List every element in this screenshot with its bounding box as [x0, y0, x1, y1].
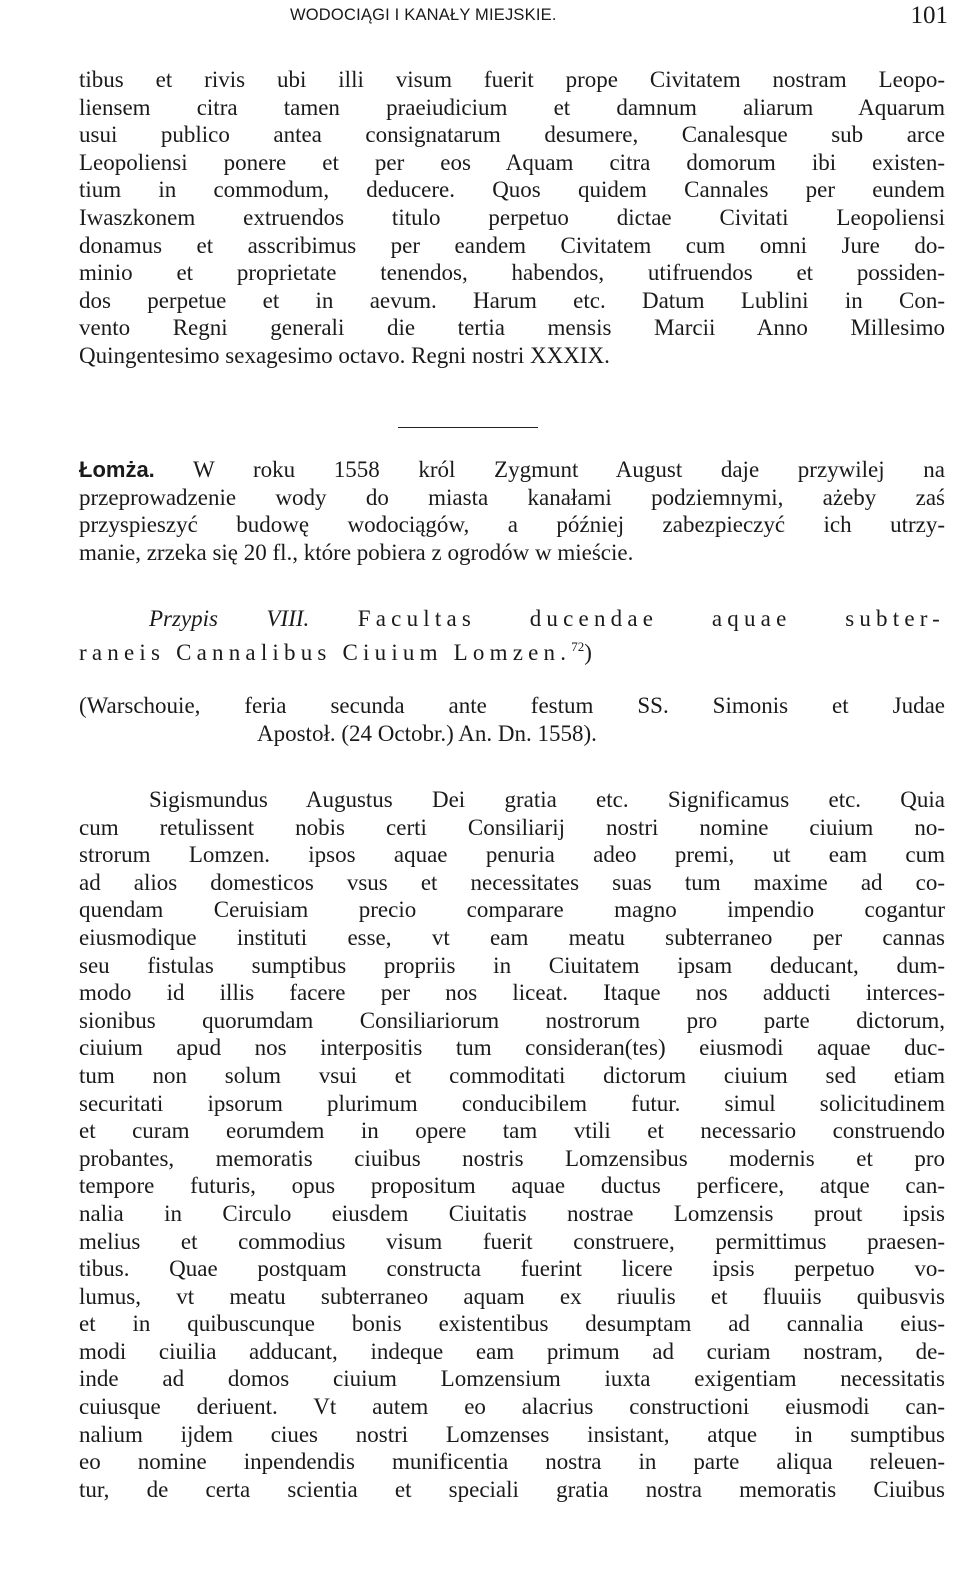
document-dating — [79, 692, 945, 747]
text-line: Leopoliensi ponere et per eos Aquam citra domorum ibi existen- — [79, 149, 945, 175]
text-line: nalia in Circulo eiusdem Ciuitatis nostrae Lomzensis prout ipsis — [79, 1200, 945, 1226]
text-line: ad alios domesticos vsus et necessitates suas tum maxime ad co- — [79, 869, 945, 895]
text-line: tibus. Quae postquam constructa fuerint licere ipsis perpetuo vo- — [79, 1256, 945, 1282]
text-line: modo id illis facere per nos liceat. Itaque nos adducti interces- — [79, 980, 945, 1006]
text-line: Quingentesimo sexagesimo octavo. Regni nostri XXXIX. — [79, 342, 610, 368]
text-line: melius et commodius visum fuerit construere, permittimus praesen- — [79, 1228, 945, 1254]
text-line: vento Regni generali die tertia mensis Marcii Anno Millesimo — [79, 315, 945, 341]
text-line: przeprowadzenie wody do miasta kanałami podziemnymi, ażeby zaś — [79, 484, 945, 510]
running-head — [0, 4, 948, 32]
text-line: securitati ipsorum plurimum conducibilem futur. simul solicitudinem — [79, 1090, 945, 1116]
text-line: Apostoł. (24 Octobr.) An. Dn. 1558). — [257, 720, 597, 746]
text-line: tur, de certa scientia et speciali gratia nostra memoratis Ciuibus — [79, 1476, 945, 1502]
text-line: eo nomine inpendendis munificentia nostra in parte aliqua releuen- — [79, 1449, 945, 1475]
text-line: tium in commodum, deducere. Quos quidem Cannales per eundem — [79, 177, 945, 203]
section-divider — [398, 427, 538, 428]
text-line: modi ciuilia adducant, indeque eam primum ad curiam nostram, de- — [79, 1338, 945, 1364]
footnote-close: ) — [584, 639, 592, 665]
running-title: WODOCIĄGI I KANAŁY MIEJSKIE. — [290, 6, 557, 24]
text-line: inde ad domos ciuium Lomzensium iuxta exigentiam necessitatis — [79, 1366, 945, 1392]
text-run: W roku 1558 król Zygmunt August daje przywilej na — [154, 457, 945, 482]
text-line: et in quibuscunque bonis existentibus desumptam ad cannalia eius- — [79, 1311, 945, 1337]
document-title: Facultas ducendae aquae subter- — [357, 606, 945, 631]
paragraph-lomza-summary — [79, 456, 945, 566]
document-title: raneis Cannalibus Ciuium Lomzen. — [79, 639, 572, 665]
footnote-reference: 72 — [571, 638, 585, 654]
text-line — [79, 456, 945, 484]
place-name: Łomża. — [79, 457, 155, 482]
text-line: ciuium apud nos interpositis tum consideran(tes) eiusmodi aquae duc- — [79, 1035, 945, 1061]
text-line — [79, 633, 945, 667]
text-line: eiusmodique instituti esse, vt eam meatu subterraneo per cannas — [79, 924, 945, 950]
text-line: liensem citra tamen praeiudicium et damnum aliarum Aquarum — [79, 94, 945, 120]
text-line: donamus et asscribimus per eandem Civitatem cum omni Jure do- — [79, 232, 945, 258]
paragraph-continued-charter — [79, 66, 945, 370]
text-line: cuiusque deriuent. Vt autem eo alacrius constructioni eiusmodi can- — [79, 1394, 945, 1420]
text-line: lumus, vt meatu subterraneo aquam ex riuulis et fluuiis quibusvis — [79, 1283, 945, 1309]
text-line: seu fistulas sumptibus propriis in Ciuitatem ipsam deducant, dum- — [79, 952, 945, 978]
text-line — [79, 605, 945, 633]
text-line: et curam eorumdem in opere tam vtili et necessario construendo — [79, 1118, 945, 1144]
text-line: tum non solum vsui et commoditati dictorum ciuium sed etiam — [79, 1062, 945, 1088]
page-number: 101 — [910, 2, 948, 29]
text-line: przyspieszyć budowę wodociągów, a później zabezpieczyć ich utrzy- — [79, 512, 945, 538]
text-line: nalium ijdem ciues nostri Lomzenses insistant, atque in sumptibus — [79, 1421, 945, 1447]
paragraph-charter-text — [79, 786, 945, 1503]
text-line: minio et proprietate tenendos, habendos, utifruendos et possiden- — [79, 260, 945, 286]
text-line: manie, zrzeka się 20 fl., które pobiera z ogrodów w mieście. — [79, 539, 634, 565]
text-line: dos perpetue et in aevum. Harum etc. Datum Lublini in Con- — [79, 287, 945, 313]
text-line: (Warschouie, feria secunda ante festum SS. Simonis et Judae — [79, 693, 945, 718]
footnote-label: Przypis VIII. — [149, 606, 310, 631]
text-line: cum retulissent nobis certi Consiliarij nostri nomine ciuium no- — [79, 814, 945, 840]
text-line: strorum Lomzen. ipsos aquae penuria adeo premi, ut eam cum — [79, 842, 945, 868]
text-line: quendam Ceruisiam precio comparare magno impendio cogantur — [79, 897, 945, 923]
text-line: Sigismundus Augustus Dei gratia etc. Significamus etc. Quia — [149, 787, 945, 812]
text-line: tibus et rivis ubi illi visum fuerit prope Civitatem nostram Leopo- — [79, 67, 945, 92]
text-line: sionibus quorumdam Consiliariorum nostrorum pro parte dictorum, — [79, 1007, 945, 1033]
text-line: Iwaszkonem extruendos titulo perpetuo dictae Civitati Leopoliensi — [79, 204, 945, 230]
text-line: tempore futuris, opus propositum aquae ductus perficere, atque can- — [79, 1173, 945, 1199]
text-line: usui publico antea consignatarum desumere, Canalesque sub arce — [79, 122, 945, 148]
document-heading — [79, 605, 945, 666]
text-line: probantes, memoratis ciuibus nostris Lomzensibus modernis et pro — [79, 1145, 945, 1171]
